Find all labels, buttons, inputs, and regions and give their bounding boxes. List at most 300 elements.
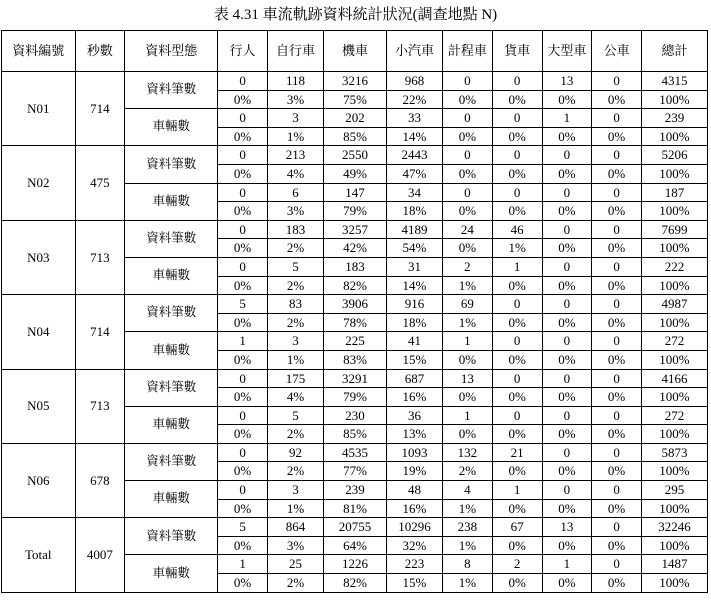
percent-cell: 19%	[386, 462, 442, 481]
count-cell: 25	[267, 555, 323, 574]
table-row	[2, 295, 708, 314]
percent-cell: 0%	[592, 202, 642, 221]
percent-cell: 0%	[218, 425, 268, 444]
percent-cell: 85%	[324, 425, 387, 444]
percent-cell: 3%	[267, 90, 323, 109]
count-cell: 92	[267, 443, 323, 462]
count-cell: 0	[492, 295, 542, 314]
count-cell: 2	[492, 555, 542, 574]
count-cell: 34	[386, 183, 442, 202]
count-cell: 10296	[386, 518, 442, 537]
percent-cell: 64%	[324, 536, 387, 555]
count-cell: 0	[542, 369, 592, 388]
percent-cell: 0%	[492, 350, 542, 369]
percent-cell: 0%	[542, 499, 592, 518]
percent-cell: 2%	[267, 239, 323, 258]
seconds-cell: 713	[75, 369, 125, 443]
count-cell: 0	[443, 109, 493, 128]
percent-cell: 14%	[386, 276, 442, 295]
percent-cell: 0%	[218, 164, 268, 183]
count-cell: 0	[218, 72, 268, 91]
count-cell: 118	[267, 72, 323, 91]
count-cell: 0	[218, 481, 268, 500]
header-row	[2, 31, 708, 72]
header-cell: 總計	[641, 31, 707, 72]
percent-cell: 100%	[641, 574, 707, 593]
percent-cell: 0%	[218, 574, 268, 593]
seconds-cell: 678	[75, 443, 125, 517]
percent-cell: 32%	[386, 536, 442, 555]
count-cell: 0	[492, 72, 542, 91]
count-cell: 0	[443, 183, 493, 202]
table-row	[2, 443, 708, 462]
count-cell: 968	[386, 72, 442, 91]
count-cell: 13	[542, 72, 592, 91]
count-cell: 3	[267, 109, 323, 128]
count-cell: 21	[492, 443, 542, 462]
percent-cell: 4%	[267, 164, 323, 183]
count-cell: 1226	[324, 555, 387, 574]
count-cell: 3	[267, 332, 323, 351]
data-type-cell: 資料筆數	[125, 369, 218, 406]
percent-cell: 82%	[324, 574, 387, 593]
count-cell: 46	[492, 220, 542, 239]
data-type-cell: 資料筆數	[125, 443, 218, 480]
count-cell: 0	[492, 369, 542, 388]
count-cell: 175	[267, 369, 323, 388]
percent-cell: 0%	[542, 276, 592, 295]
count-cell: 238	[443, 518, 493, 537]
percent-cell: 0%	[592, 536, 642, 555]
percent-cell: 2%	[267, 574, 323, 593]
count-cell: 0	[218, 220, 268, 239]
count-cell: 0	[492, 332, 542, 351]
header-cell: 機車	[324, 31, 387, 72]
percent-cell: 0%	[443, 388, 493, 407]
data-id-cell: N04	[2, 295, 76, 369]
count-cell: 0	[592, 369, 642, 388]
header-cell: 小汽車	[386, 31, 442, 72]
header-cell: 貨車	[492, 31, 542, 72]
percent-cell: 22%	[386, 90, 442, 109]
percent-cell: 0%	[218, 127, 268, 146]
traffic-statistics-table	[1, 30, 708, 593]
percent-cell: 0%	[443, 350, 493, 369]
percent-cell: 0%	[592, 239, 642, 258]
percent-cell: 100%	[641, 425, 707, 444]
percent-cell: 0%	[218, 499, 268, 518]
count-cell: 5873	[641, 443, 707, 462]
percent-cell: 1%	[443, 536, 493, 555]
percent-cell: 0%	[218, 313, 268, 332]
percent-cell: 0%	[492, 536, 542, 555]
percent-cell: 0%	[492, 127, 542, 146]
count-cell: 5	[267, 257, 323, 276]
seconds-cell: 714	[75, 295, 125, 369]
data-type-cell: 資料筆數	[125, 295, 218, 332]
count-cell: 32246	[641, 518, 707, 537]
percent-cell: 1%	[267, 350, 323, 369]
seconds-cell: 4007	[75, 518, 125, 592]
percent-cell: 0%	[592, 388, 642, 407]
count-cell: 0	[542, 443, 592, 462]
count-cell: 4166	[641, 369, 707, 388]
count-cell: 33	[386, 109, 442, 128]
count-cell: 183	[267, 220, 323, 239]
percent-cell: 0%	[592, 276, 642, 295]
count-cell: 5206	[641, 146, 707, 165]
count-cell: 0	[592, 332, 642, 351]
count-cell: 4315	[641, 72, 707, 91]
percent-cell: 100%	[641, 202, 707, 221]
count-cell: 0	[542, 481, 592, 500]
header-cell: 公車	[592, 31, 642, 72]
count-cell: 1487	[641, 555, 707, 574]
count-cell: 0	[492, 183, 542, 202]
count-cell: 0	[218, 109, 268, 128]
percent-cell: 0%	[542, 164, 592, 183]
data-type-cell: 車輛數	[125, 481, 218, 518]
count-cell: 4189	[386, 220, 442, 239]
percent-cell: 100%	[641, 388, 707, 407]
count-cell: 1093	[386, 443, 442, 462]
count-cell: 5	[218, 518, 268, 537]
count-cell: 0	[592, 183, 642, 202]
percent-cell: 0%	[542, 127, 592, 146]
percent-cell: 0%	[542, 202, 592, 221]
count-cell: 0	[592, 295, 642, 314]
percent-cell: 2%	[267, 462, 323, 481]
count-cell: 13	[443, 369, 493, 388]
count-cell: 1	[492, 481, 542, 500]
data-type-cell: 車輛數	[125, 555, 218, 592]
count-cell: 31	[386, 257, 442, 276]
percent-cell: 0%	[542, 350, 592, 369]
table-row	[2, 369, 708, 388]
percent-cell: 0%	[218, 202, 268, 221]
count-cell: 20755	[324, 518, 387, 537]
data-id-cell: N03	[2, 220, 76, 294]
count-cell: 0	[443, 146, 493, 165]
count-cell: 6	[267, 183, 323, 202]
count-cell: 147	[324, 183, 387, 202]
count-cell: 272	[641, 406, 707, 425]
percent-cell: 0%	[218, 388, 268, 407]
percent-cell: 0%	[492, 90, 542, 109]
table-row	[2, 72, 708, 91]
count-cell: 0	[592, 257, 642, 276]
percent-cell: 0%	[592, 499, 642, 518]
count-cell: 24	[443, 220, 493, 239]
percent-cell: 100%	[641, 127, 707, 146]
table-body	[2, 72, 708, 593]
count-cell: 0	[592, 518, 642, 537]
percent-cell: 0%	[542, 536, 592, 555]
count-cell: 4	[443, 481, 493, 500]
count-cell: 3257	[324, 220, 387, 239]
count-cell: 272	[641, 332, 707, 351]
percent-cell: 100%	[641, 164, 707, 183]
percent-cell: 2%	[443, 462, 493, 481]
percent-cell: 0%	[492, 574, 542, 593]
percent-cell: 0%	[492, 388, 542, 407]
percent-cell: 0%	[443, 127, 493, 146]
count-cell: 1	[218, 555, 268, 574]
count-cell: 0	[542, 406, 592, 425]
count-cell: 1	[443, 332, 493, 351]
data-id-cell: N01	[2, 72, 76, 146]
percent-cell: 100%	[641, 462, 707, 481]
percent-cell: 75%	[324, 90, 387, 109]
count-cell: 0	[542, 332, 592, 351]
count-cell: 4535	[324, 443, 387, 462]
count-cell: 0	[218, 146, 268, 165]
percent-cell: 15%	[386, 574, 442, 593]
percent-cell: 1%	[267, 499, 323, 518]
percent-cell: 1%	[492, 239, 542, 258]
percent-cell: 0%	[592, 90, 642, 109]
percent-cell: 0%	[492, 462, 542, 481]
count-cell: 13	[542, 518, 592, 537]
count-cell: 864	[267, 518, 323, 537]
count-cell: 0	[542, 295, 592, 314]
percent-cell: 100%	[641, 536, 707, 555]
percent-cell: 3%	[267, 202, 323, 221]
data-type-cell: 車輛數	[125, 257, 218, 294]
seconds-cell: 475	[75, 146, 125, 220]
count-cell: 0	[218, 406, 268, 425]
percent-cell: 81%	[324, 499, 387, 518]
header-cell: 計程車	[443, 31, 493, 72]
percent-cell: 0%	[443, 202, 493, 221]
percent-cell: 0%	[592, 574, 642, 593]
seconds-cell: 714	[75, 72, 125, 146]
count-cell: 5	[218, 295, 268, 314]
percent-cell: 0%	[592, 127, 642, 146]
count-cell: 223	[386, 555, 442, 574]
count-cell: 0	[592, 72, 642, 91]
percent-cell: 100%	[641, 313, 707, 332]
percent-cell: 0%	[542, 90, 592, 109]
percent-cell: 1%	[443, 574, 493, 593]
count-cell: 230	[324, 406, 387, 425]
percent-cell: 85%	[324, 127, 387, 146]
data-type-cell: 車輛數	[125, 183, 218, 220]
count-cell: 0	[592, 146, 642, 165]
percent-cell: 1%	[443, 276, 493, 295]
percent-cell: 100%	[641, 276, 707, 295]
percent-cell: 100%	[641, 90, 707, 109]
header-cell: 秒數	[75, 31, 125, 72]
count-cell: 295	[641, 481, 707, 500]
percent-cell: 0%	[592, 425, 642, 444]
count-cell: 3906	[324, 295, 387, 314]
percent-cell: 0%	[592, 350, 642, 369]
percent-cell: 0%	[443, 425, 493, 444]
header-cell: 資料型態	[125, 31, 218, 72]
count-cell: 0	[218, 257, 268, 276]
count-cell: 0	[443, 72, 493, 91]
data-type-cell: 資料筆數	[125, 72, 218, 109]
count-cell: 1	[492, 257, 542, 276]
percent-cell: 18%	[386, 202, 442, 221]
data-id-cell: N06	[2, 443, 76, 517]
percent-cell: 0%	[218, 536, 268, 555]
percent-cell: 0%	[492, 499, 542, 518]
percent-cell: 0%	[492, 164, 542, 183]
data-type-cell: 車輛數	[125, 109, 218, 146]
count-cell: 0	[592, 109, 642, 128]
count-cell: 202	[324, 109, 387, 128]
percent-cell: 47%	[386, 164, 442, 183]
percent-cell: 0%	[218, 276, 268, 295]
count-cell: 1	[443, 406, 493, 425]
data-id-cell: N02	[2, 146, 76, 220]
percent-cell: 0%	[592, 313, 642, 332]
percent-cell: 100%	[641, 239, 707, 258]
count-cell: 4987	[641, 295, 707, 314]
percent-cell: 54%	[386, 239, 442, 258]
percent-cell: 0%	[492, 425, 542, 444]
percent-cell: 78%	[324, 313, 387, 332]
data-type-cell: 資料筆數	[125, 220, 218, 257]
data-type-cell: 資料筆數	[125, 146, 218, 183]
percent-cell: 4%	[267, 388, 323, 407]
percent-cell: 100%	[641, 499, 707, 518]
count-cell: 222	[641, 257, 707, 276]
percent-cell: 2%	[267, 276, 323, 295]
count-cell: 3	[267, 481, 323, 500]
count-cell: 0	[542, 257, 592, 276]
count-cell: 83	[267, 295, 323, 314]
count-cell: 0	[492, 406, 542, 425]
count-cell: 8	[443, 555, 493, 574]
percent-cell: 0%	[218, 239, 268, 258]
header-cell: 資料編號	[2, 31, 76, 72]
count-cell: 48	[386, 481, 442, 500]
data-id-cell: Total	[2, 518, 76, 592]
count-cell: 1	[218, 332, 268, 351]
count-cell: 239	[324, 481, 387, 500]
count-cell: 69	[443, 295, 493, 314]
data-type-cell: 資料筆數	[125, 518, 218, 555]
count-cell: 5	[267, 406, 323, 425]
percent-cell: 0%	[492, 313, 542, 332]
percent-cell: 18%	[386, 313, 442, 332]
count-cell: 0	[492, 109, 542, 128]
count-cell: 7699	[641, 220, 707, 239]
count-cell: 0	[542, 146, 592, 165]
count-cell: 687	[386, 369, 442, 388]
seconds-cell: 713	[75, 220, 125, 294]
percent-cell: 14%	[386, 127, 442, 146]
percent-cell: 0%	[443, 164, 493, 183]
percent-cell: 100%	[641, 350, 707, 369]
percent-cell: 77%	[324, 462, 387, 481]
header-cell: 行人	[218, 31, 268, 72]
count-cell: 0	[542, 183, 592, 202]
percent-cell: 2%	[267, 425, 323, 444]
percent-cell: 79%	[324, 388, 387, 407]
percent-cell: 0%	[542, 313, 592, 332]
table-row	[2, 518, 708, 537]
percent-cell: 0%	[592, 462, 642, 481]
count-cell: 225	[324, 332, 387, 351]
percent-cell: 0%	[592, 164, 642, 183]
count-cell: 0	[218, 369, 268, 388]
count-cell: 67	[492, 518, 542, 537]
count-cell: 0	[218, 183, 268, 202]
percent-cell: 83%	[324, 350, 387, 369]
percent-cell: 0%	[542, 425, 592, 444]
count-cell: 0	[592, 220, 642, 239]
count-cell: 239	[641, 109, 707, 128]
percent-cell: 42%	[324, 239, 387, 258]
count-cell: 41	[386, 332, 442, 351]
count-cell: 0	[592, 481, 642, 500]
count-cell: 1	[542, 109, 592, 128]
percent-cell: 0%	[443, 90, 493, 109]
percent-cell: 0%	[492, 276, 542, 295]
count-cell: 916	[386, 295, 442, 314]
table-caption: 表 4.31 車流軌跡資料統計狀況(調查地點 N)	[213, 7, 498, 23]
table-row	[2, 220, 708, 239]
data-type-cell: 車輛數	[125, 406, 218, 443]
count-cell: 0	[592, 555, 642, 574]
count-cell: 0	[592, 406, 642, 425]
percent-cell: 0%	[218, 350, 268, 369]
percent-cell: 0%	[218, 90, 268, 109]
data-id-cell: N05	[2, 369, 76, 443]
percent-cell: 2%	[267, 313, 323, 332]
count-cell: 2	[443, 257, 493, 276]
count-cell: 2550	[324, 146, 387, 165]
count-cell: 0	[542, 220, 592, 239]
header-cell: 自行車	[267, 31, 323, 72]
percent-cell: 13%	[386, 425, 442, 444]
count-cell: 0	[492, 146, 542, 165]
data-type-cell: 車輛數	[125, 332, 218, 369]
percent-cell: 0%	[492, 202, 542, 221]
percent-cell: 15%	[386, 350, 442, 369]
percent-cell: 3%	[267, 536, 323, 555]
header-cell: 大型車	[542, 31, 592, 72]
count-cell: 213	[267, 146, 323, 165]
count-cell: 3216	[324, 72, 387, 91]
percent-cell: 0%	[218, 462, 268, 481]
percent-cell: 82%	[324, 276, 387, 295]
percent-cell: 0%	[542, 574, 592, 593]
percent-cell: 0%	[542, 462, 592, 481]
percent-cell: 0%	[542, 388, 592, 407]
count-cell: 183	[324, 257, 387, 276]
count-cell: 1	[542, 555, 592, 574]
percent-cell: 1%	[443, 499, 493, 518]
percent-cell: 16%	[386, 388, 442, 407]
table-row	[2, 146, 708, 165]
count-cell: 3291	[324, 369, 387, 388]
count-cell: 187	[641, 183, 707, 202]
count-cell: 2443	[386, 146, 442, 165]
percent-cell: 1%	[267, 127, 323, 146]
percent-cell: 0%	[443, 239, 493, 258]
percent-cell: 16%	[386, 499, 442, 518]
percent-cell: 49%	[324, 164, 387, 183]
count-cell: 36	[386, 406, 442, 425]
count-cell: 132	[443, 443, 493, 462]
count-cell: 0	[592, 443, 642, 462]
percent-cell: 0%	[542, 239, 592, 258]
